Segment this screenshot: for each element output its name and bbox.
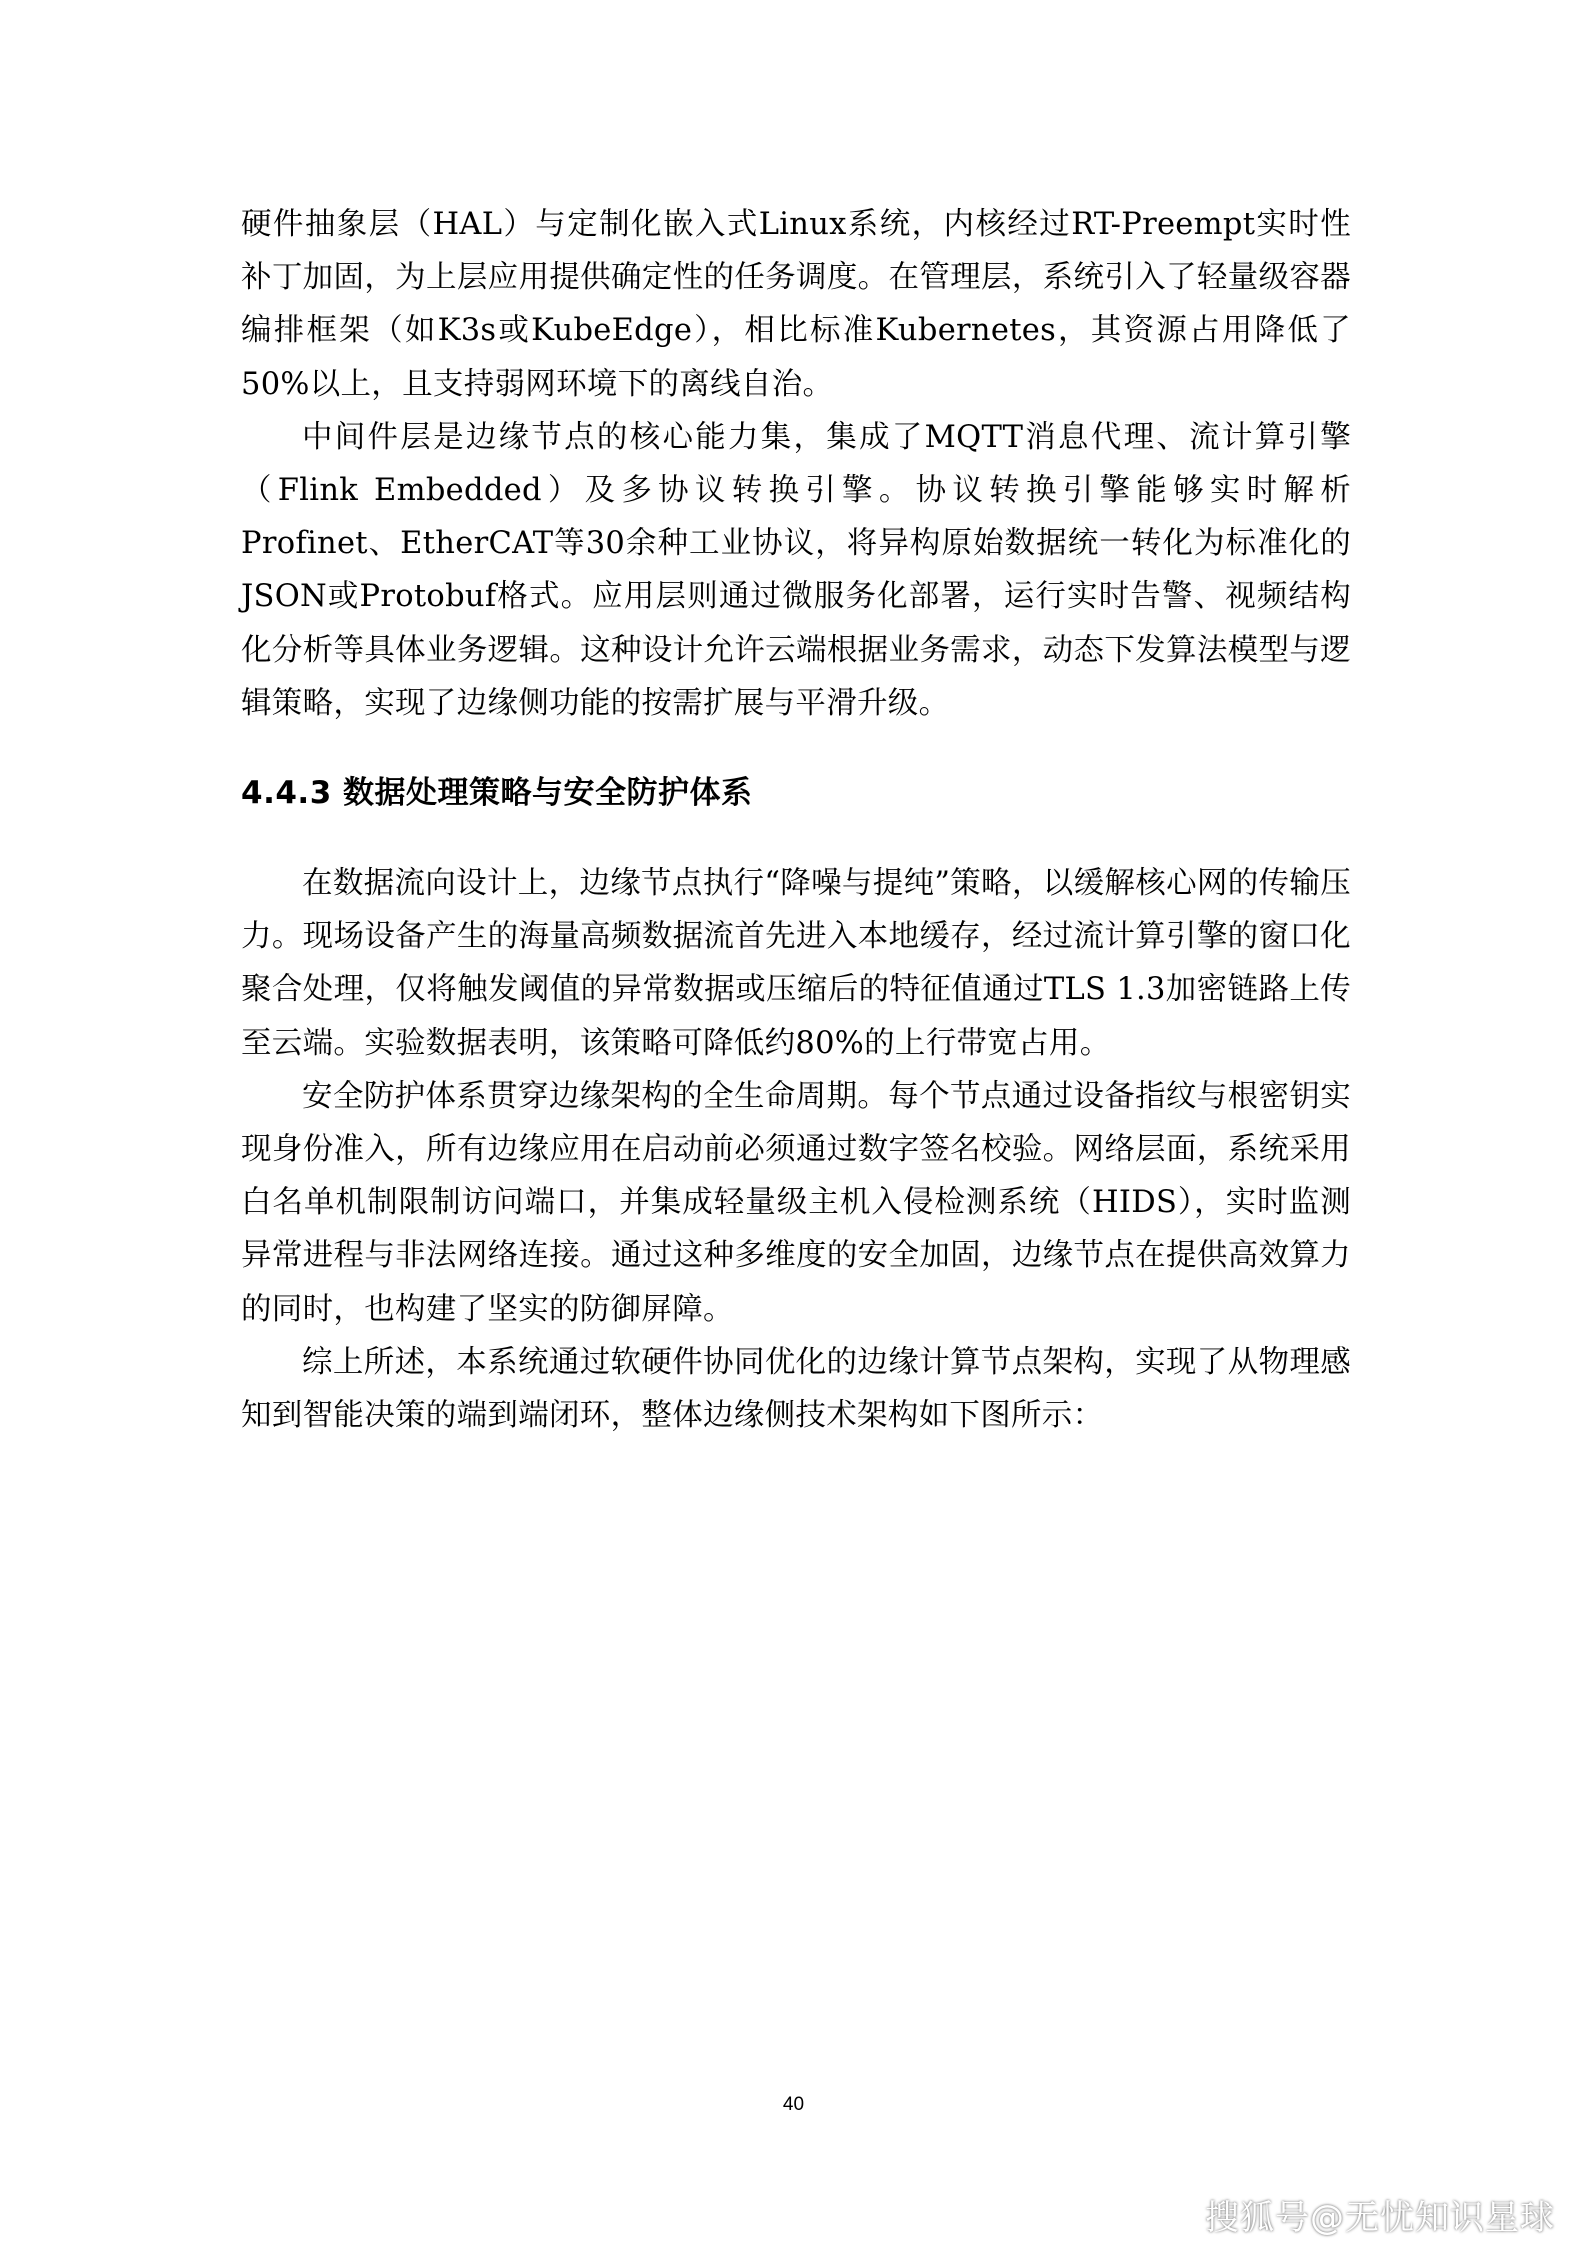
page-number: 40 <box>782 2094 805 2115</box>
paragraph-continued: 硬件抽象层（HAL）与定制化嵌入式Linux系统，内核经过RT-Preempt实时性补丁加固，为上层应用提供确定性的任务调度。在管理层，系统引入了轻量级容器编排框架（如K3s或KubeEdge），相比标准Kubernetes，其资源占用降低了50%以上，且支持弱网环境下的离线自治。 <box>241 207 1351 402</box>
section-heading: 4.4.3 数据处理策略与安全防护体系 <box>241 775 753 812</box>
paragraph-data-flow: 在数据流向设计上，边缘节点执行“降噪与提纯”策略，以缓解核心网的传输压力。现场设备产生的海量高频数据流首先进入本地缓存，经过流计算引擎的窗口化聚合处理，仅将触发阈值的异常数据或压缩后的特征值通过TLS 1.3加密链路上传至云端。实验数据表明，该策略可降低约80%的上行带宽占用。 <box>241 866 1351 1061</box>
paragraph-summary: 综上所述，本系统通过软硬件协同优化的边缘计算节点架构，实现了从物理感知到智能决策的端到端闭环，整体边缘侧技术架构如下图所示： <box>241 1344 1351 1434</box>
paragraph-security: 安全防护体系贯穿边缘架构的全生命周期。每个节点通过设备指纹与根密钥实现身份准入，所有边缘应用在启动前必须通过数字签名校验。网络层面，系统采用白名单机制限制访问端口，并集成轻量级主机入侵检测系统（HIDS），实时监测异常进程与非法网络连接。通过这种多维度的安全加固，边缘节点在提供高效算力的同时，也构建了坚实的防御屏障。 <box>241 1078 1351 1327</box>
paragraph-middleware: 中间件层是边缘节点的核心能力集，集成了MQTT消息代理、流计算引擎（Flink Embedded）及多协议转换引擎。协议转换引擎能够实时解析Profinet、EtherCAT等30余种工业协议，将异构原始数据统一转化为标准化的JSON或Protobuf格式。应用层则通过微服务化部署，运行实时告警、视频结构化分析等具体业务逻辑。这种设计允许云端根据业务需求，动态下发算法模型与逻辑策略，实现了边缘侧功能的按需扩展与平滑升级。 <box>241 419 1351 721</box>
watermark: 搜狐号@无忧知识星球 <box>1205 2198 1555 2238</box>
page-body <box>241 198 1351 1442</box>
